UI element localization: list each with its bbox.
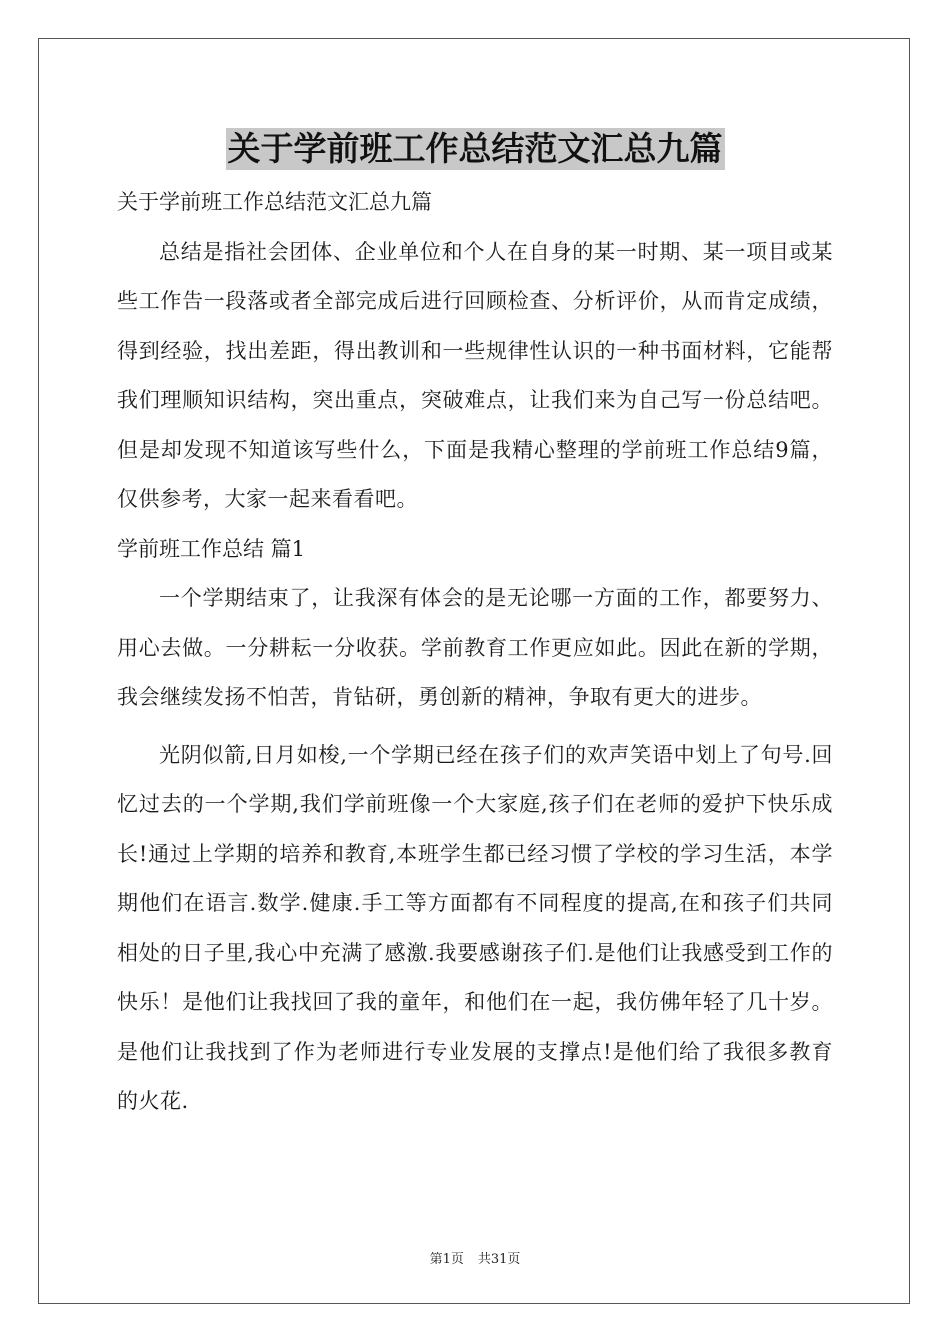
page-number: 第1页 (429, 1252, 464, 1267)
page-total: 共31页 (477, 1252, 521, 1267)
document-body (117, 178, 833, 1127)
body-paragraph-1: 一个学期结束了，让我深有体会的是无论哪一方面的工作，都要努力、用心去做。一分耕耘一分收获。学前教育工作更应如此。因此在新的学期，我会继续发扬不怕苦，肯钻研，勇创新的精神，争取有更大的进步。 (117, 586, 833, 709)
document-subtitle: 关于学前班工作总结范文汇总九篇 (117, 190, 432, 214)
intro-paragraph: 总结是指社会团体、企业单位和个人在自身的某一时期、某一项目或某些工作告一段落或者全部完成后进行回顾检查、分析评价，从而肯定成绩，得到经验，找出差距，得出教训和一些规律性认识的一种书面材料，它能帮我们理顺知识结构，突出重点，突破难点，让我们来为自己写一份总结吧。但是却发现不知道该写些什么，下面是我精心整理的学前班工作总结9篇，仅供参考，大家一起来看看吧。 (117, 239, 833, 511)
document-title: 关于学前班工作总结范文汇总九篇 (227, 129, 723, 168)
body-paragraph-2: 光阴似箭,日月如梭,一个学期已经在孩子们的欢声笑语中划上了句号.回忆过去的一个学期,我们学前班像一个大家庭,孩子们在老师的爱护下快乐成长!通过上学期的培养和教育,本班学生都已经习惯了学校的学习生活，本学期他们在语言.数学.健康.手工等方面都有不同程度的提高,在和孩子们共同相处的日子里,我心中充满了感激.我要感谢孩子们.是他们让我感受到工作的快乐！是他们让我找回了我的童年，和他们在一起，我仿佛年轻了几十岁。是他们让我找到了作为老师进行专业发展的支撑点!是他们给了我很多教育的火花. (117, 742, 833, 1113)
title-container (0, 128, 950, 170)
section-heading: 学前班工作总结 篇1 (117, 536, 306, 561)
page-footer (0, 1248, 950, 1267)
